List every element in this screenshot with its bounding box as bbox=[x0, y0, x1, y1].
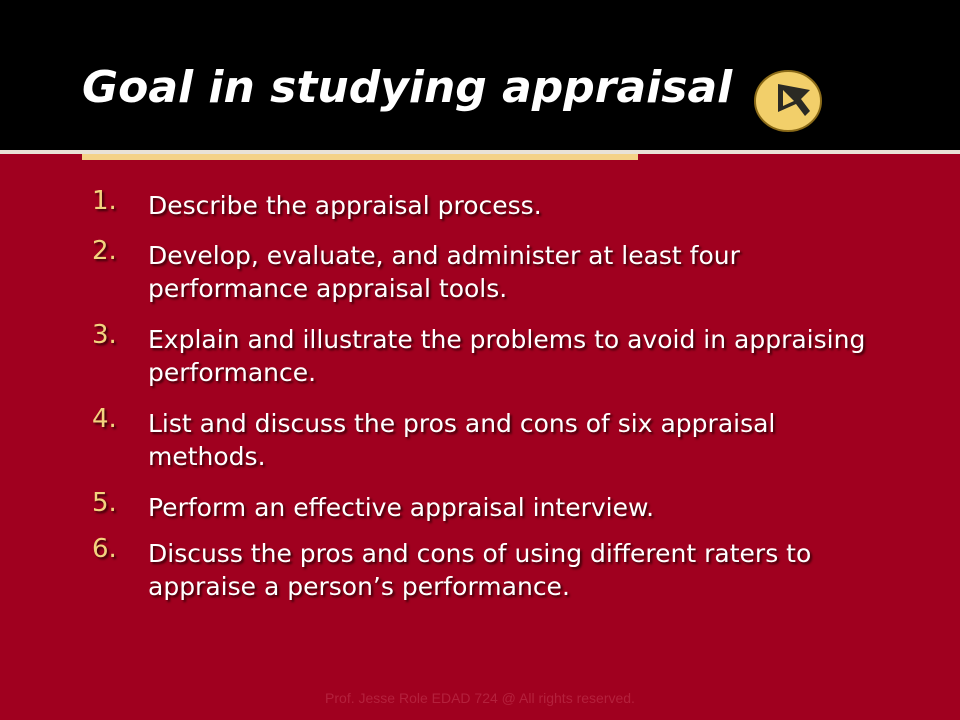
slide-title: Goal in studying appraisal bbox=[82, 62, 733, 113]
objective-text: Discuss the pros and cons of using different raters to appraise a person’s performance. bbox=[148, 539, 812, 601]
footer-text: Prof. Jesse Role EDAD 724 @ All rights reserved. bbox=[325, 690, 635, 706]
objective-text: Develop, evaluate, and administer at least four performance appraisal tools. bbox=[148, 241, 740, 303]
objective-text: Describe the appraisal process. bbox=[148, 191, 542, 220]
objective-number: 4. bbox=[92, 404, 117, 434]
objective-number: 2. bbox=[92, 236, 117, 266]
objective-number: 6. bbox=[92, 534, 117, 564]
objective-number: 5. bbox=[92, 488, 117, 518]
objective-number: 1. bbox=[92, 186, 117, 216]
objective-text: List and discuss the pros and cons of six appraisal methods. bbox=[148, 409, 776, 471]
accent-line bbox=[82, 154, 638, 160]
objective-text: Explain and illustrate the problems to avoid in appraising performance. bbox=[148, 325, 866, 387]
objective-number: 3. bbox=[92, 320, 117, 350]
objective-text: Perform an effective appraisal interview. bbox=[148, 493, 655, 522]
arrow-badge-icon bbox=[752, 68, 824, 134]
title-bar bbox=[0, 0, 960, 150]
